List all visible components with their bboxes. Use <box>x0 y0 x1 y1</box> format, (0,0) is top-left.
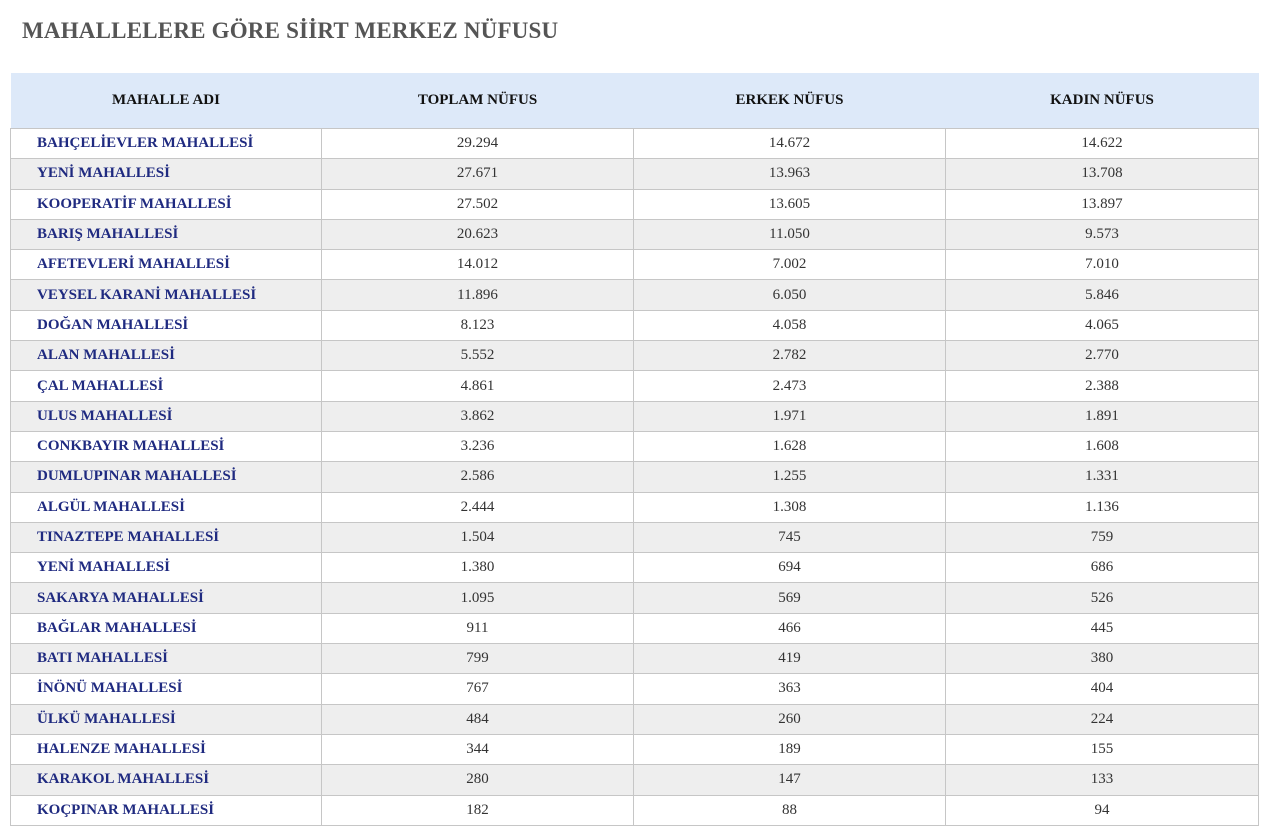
female-population-cell: 13.708 <box>946 159 1259 189</box>
neighborhood-name-cell: ALGÜL MAHALLESİ <box>11 492 322 522</box>
total-population-cell: 8.123 <box>322 310 634 340</box>
table-row <box>11 522 1259 552</box>
neighborhood-name-cell: ÇAL MAHALLESİ <box>11 371 322 401</box>
male-population-cell: 14.672 <box>634 129 946 159</box>
male-population-cell: 1.628 <box>634 431 946 461</box>
table-row <box>11 159 1259 189</box>
neighborhood-name-cell: BAĞLAR MAHALLESİ <box>11 613 322 643</box>
table-row <box>11 371 1259 401</box>
female-population-cell: 9.573 <box>946 219 1259 249</box>
table-row <box>11 734 1259 764</box>
neighborhood-name-cell: VEYSEL KARANİ MAHALLESİ <box>11 280 322 310</box>
total-population-cell: 5.552 <box>322 341 634 371</box>
total-population-cell: 1.095 <box>322 583 634 613</box>
table-row <box>11 189 1259 219</box>
female-population-cell: 94 <box>946 795 1259 825</box>
table-row <box>11 310 1259 340</box>
total-population-cell: 484 <box>322 704 634 734</box>
table-row <box>11 492 1259 522</box>
neighborhood-name-cell: KOOPERATİF MAHALLESİ <box>11 189 322 219</box>
female-population-cell: 1.136 <box>946 492 1259 522</box>
female-population-cell: 759 <box>946 522 1259 552</box>
female-population-cell: 1.891 <box>946 401 1259 431</box>
table-row <box>11 341 1259 371</box>
neighborhood-name-cell: HALENZE MAHALLESİ <box>11 734 322 764</box>
neighborhood-name-cell: DOĞAN MAHALLESİ <box>11 310 322 340</box>
female-population-cell: 13.897 <box>946 189 1259 219</box>
table-row <box>11 431 1259 461</box>
neighborhood-name-cell: SAKARYA MAHALLESİ <box>11 583 322 613</box>
male-population-cell: 2.782 <box>634 341 946 371</box>
female-population-cell: 445 <box>946 613 1259 643</box>
total-population-cell: 11.896 <box>322 280 634 310</box>
header-neighborhood-name: MAHALLE ADI <box>11 73 322 129</box>
male-population-cell: 260 <box>634 704 946 734</box>
neighborhood-name-cell: ALAN MAHALLESİ <box>11 341 322 371</box>
female-population-cell: 2.388 <box>946 371 1259 401</box>
neighborhood-name-cell: ULUS MAHALLESİ <box>11 401 322 431</box>
female-population-cell: 404 <box>946 674 1259 704</box>
table-row <box>11 280 1259 310</box>
male-population-cell: 4.058 <box>634 310 946 340</box>
total-population-cell: 29.294 <box>322 129 634 159</box>
population-table <box>10 73 1259 826</box>
table-row <box>11 401 1259 431</box>
total-population-cell: 767 <box>322 674 634 704</box>
female-population-cell: 155 <box>946 734 1259 764</box>
male-population-cell: 1.308 <box>634 492 946 522</box>
female-population-cell: 686 <box>946 553 1259 583</box>
male-population-cell: 1.971 <box>634 401 946 431</box>
total-population-cell: 911 <box>322 613 634 643</box>
male-population-cell: 189 <box>634 734 946 764</box>
table-row <box>11 644 1259 674</box>
male-population-cell: 88 <box>634 795 946 825</box>
total-population-cell: 799 <box>322 644 634 674</box>
total-population-cell: 182 <box>322 795 634 825</box>
neighborhood-name-cell: KARAKOL MAHALLESİ <box>11 765 322 795</box>
header-female-population: KADIN NÜFUS <box>946 73 1259 129</box>
male-population-cell: 363 <box>634 674 946 704</box>
table-row <box>11 219 1259 249</box>
neighborhood-name-cell: BAHÇELİEVLER MAHALLESİ <box>11 129 322 159</box>
table-row <box>11 674 1259 704</box>
female-population-cell: 5.846 <box>946 280 1259 310</box>
male-population-cell: 1.255 <box>634 462 946 492</box>
header-total-population: TOPLAM NÜFUS <box>322 73 634 129</box>
table-row <box>11 462 1259 492</box>
male-population-cell: 13.605 <box>634 189 946 219</box>
total-population-cell: 1.504 <box>322 522 634 552</box>
total-population-cell: 2.586 <box>322 462 634 492</box>
total-population-cell: 20.623 <box>322 219 634 249</box>
male-population-cell: 11.050 <box>634 219 946 249</box>
female-population-cell: 224 <box>946 704 1259 734</box>
header-male-population: ERKEK NÜFUS <box>634 73 946 129</box>
female-population-cell: 380 <box>946 644 1259 674</box>
table-row <box>11 795 1259 825</box>
table-row <box>11 765 1259 795</box>
female-population-cell: 1.331 <box>946 462 1259 492</box>
table-row <box>11 553 1259 583</box>
male-population-cell: 7.002 <box>634 250 946 280</box>
table-row <box>11 613 1259 643</box>
total-population-cell: 344 <box>322 734 634 764</box>
male-population-cell: 147 <box>634 765 946 795</box>
female-population-cell: 7.010 <box>946 250 1259 280</box>
female-population-cell: 526 <box>946 583 1259 613</box>
total-population-cell: 3.236 <box>322 431 634 461</box>
neighborhood-name-cell: İNÖNÜ MAHALLESİ <box>11 674 322 704</box>
total-population-cell: 1.380 <box>322 553 634 583</box>
neighborhood-name-cell: KOÇPINAR MAHALLESİ <box>11 795 322 825</box>
total-population-cell: 280 <box>322 765 634 795</box>
neighborhood-name-cell: BATI MAHALLESİ <box>11 644 322 674</box>
page-title: MAHALLELERE GÖRE SİİRT MERKEZ NÜFUSU <box>22 18 559 43</box>
female-population-cell: 14.622 <box>946 129 1259 159</box>
total-population-cell: 3.862 <box>322 401 634 431</box>
female-population-cell: 4.065 <box>946 310 1259 340</box>
neighborhood-name-cell: DUMLUPINAR MAHALLESİ <box>11 462 322 492</box>
neighborhood-name-cell: ÜLKÜ MAHALLESİ <box>11 704 322 734</box>
neighborhood-name-cell: YENİ MAHALLESİ <box>11 553 322 583</box>
neighborhood-name-cell: CONKBAYIR MAHALLESİ <box>11 431 322 461</box>
table-row <box>11 129 1259 159</box>
male-population-cell: 13.963 <box>634 159 946 189</box>
table-row <box>11 250 1259 280</box>
total-population-cell: 27.671 <box>322 159 634 189</box>
female-population-cell: 133 <box>946 765 1259 795</box>
table-body <box>11 129 1259 826</box>
neighborhood-name-cell: BARIŞ MAHALLESİ <box>11 219 322 249</box>
female-population-cell: 2.770 <box>946 341 1259 371</box>
female-population-cell: 1.608 <box>946 431 1259 461</box>
total-population-cell: 27.502 <box>322 189 634 219</box>
male-population-cell: 466 <box>634 613 946 643</box>
neighborhood-name-cell: TINAZTEPE MAHALLESİ <box>11 522 322 552</box>
total-population-cell: 4.861 <box>322 371 634 401</box>
table-row <box>11 704 1259 734</box>
male-population-cell: 419 <box>634 644 946 674</box>
total-population-cell: 2.444 <box>322 492 634 522</box>
total-population-cell: 14.012 <box>322 250 634 280</box>
male-population-cell: 2.473 <box>634 371 946 401</box>
male-population-cell: 6.050 <box>634 280 946 310</box>
neighborhood-name-cell: AFETEVLERİ MAHALLESİ <box>11 250 322 280</box>
neighborhood-name-cell: YENİ MAHALLESİ <box>11 159 322 189</box>
table-row <box>11 583 1259 613</box>
male-population-cell: 745 <box>634 522 946 552</box>
table-header-row <box>11 73 1259 129</box>
male-population-cell: 569 <box>634 583 946 613</box>
population-table-container <box>10 73 1258 826</box>
male-population-cell: 694 <box>634 553 946 583</box>
